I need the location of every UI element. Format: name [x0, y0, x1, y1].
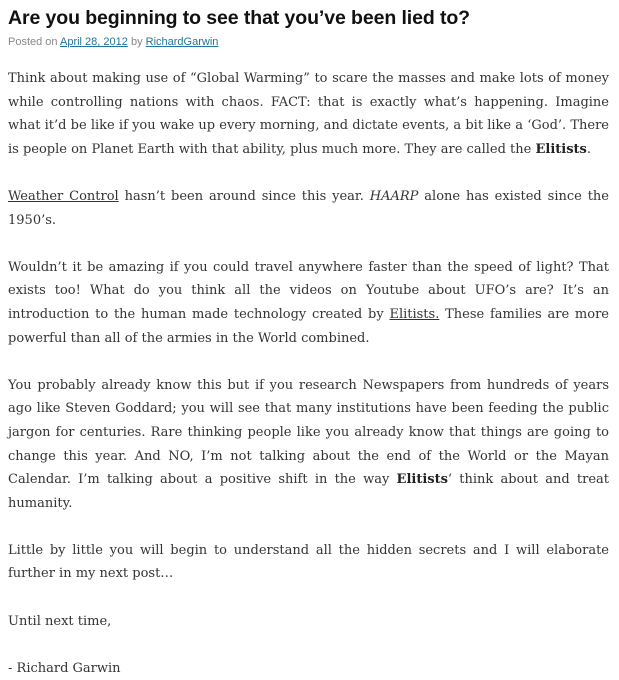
paragraph-2-text-b: alone has existed since the 1950’s.	[8, 188, 609, 228]
elitists-bold: Elitists	[535, 141, 587, 157]
author-link[interactable]: RichardGarwin	[145, 36, 219, 48]
paragraph-5: Little by little you will begin to understand all the hidden secrets and I will elaborate further in my next post…	[8, 542, 609, 582]
paragraph-1-text-a: Think about making use of “Global Warming” to scare the masses and make lots of money while controlling nations with chaos. FACT: that is exactly what’s happening. Imagine what it’d be like if you wake up every morning, and dictate events, a bit like a ‘God’. There is people on Planet Earth with that ability, plus much more. They are called the	[8, 71, 609, 157]
paragraph-4-text-a: You probably already know this but if you research Newspapers from hundreds of years ago like Steven Goddard; you will see that many institutions have been feeding the public jargon for centuries. Rare thinking people like you already know that things are going to change this year. And NO, I’m not talking about the end of the World or the Mayan Calendar. I’m talking about a positive shift in the way	[8, 377, 609, 488]
elitists-bold-2: Elitists	[396, 472, 448, 488]
post-title: Are you beginning to see that you’ve been lied to?	[8, 7, 470, 29]
by-label: by	[130, 36, 143, 48]
elitists-link[interactable]: Elitists.	[389, 306, 440, 322]
weather-control-link[interactable]: Weather Control	[8, 188, 119, 204]
haarp-italic: HAARP	[369, 188, 419, 204]
paragraph-1-text-b: .	[586, 141, 591, 157]
post-meta	[8, 35, 609, 49]
paragraph-2-text-a: hasn’t been around since this year.	[118, 188, 370, 204]
paragraph-4-text-b: ‘ think about and treat humanity.	[8, 472, 609, 511]
post-content	[8, 67, 609, 680]
paragraph-2	[8, 185, 609, 232]
paragraph-3-text-b: These families are more powerful than all of the armies in the World combined.	[8, 306, 609, 346]
paragraph-3-text-a: Wouldn’t it be amazing if you could travel anywhere faster than the speed of light? That exists too! What do you think all the videos on Youtube about UFO’s are? It’s an introduction to the human made technology created by	[8, 259, 609, 322]
posted-on-label: Posted on	[8, 36, 58, 48]
paragraph-3	[8, 256, 609, 350]
sign-off: Until next time,	[8, 613, 112, 629]
post-date-link[interactable]: April 28, 2012	[60, 36, 128, 48]
paragraph-4	[8, 374, 609, 516]
paragraph-1	[8, 67, 609, 161]
signature: - Richard Garwin	[8, 660, 121, 676]
